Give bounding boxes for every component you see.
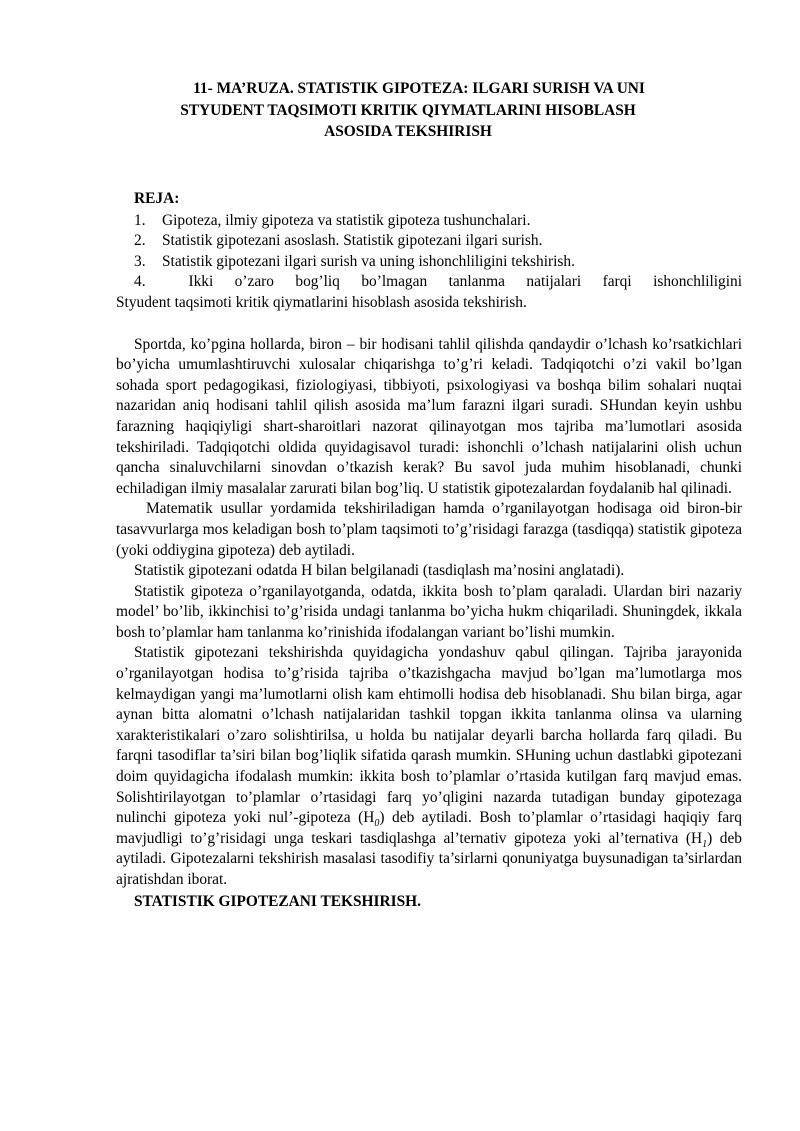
plan-item-number: 3. — [134, 252, 146, 270]
plan-list — [116, 211, 742, 314]
plan-item-text: Statistik gipotezani ilgari surish va uning ishonchliligini tekshirish. — [162, 252, 575, 270]
subscript: 1 — [702, 838, 708, 850]
paragraph-text: ) deb aytiladi. Gipotezalarni tekshirish masalasi tasodifiy ta’sirlarni qonuniyatga buysunadigan ta’sirlardan ajratishdan iborat. — [116, 829, 742, 888]
title-line-1: 11- MA’RUZA. STATISTIK GIPOTEZA: ILGARI SURISH VA UNI — [193, 80, 645, 97]
plan-item-number: 4. — [134, 273, 146, 291]
page-title — [110, 78, 706, 143]
plan-item-text: Gipoteza, ilmiy gipoteza va statistik gipoteza tushunchalari. — [162, 211, 531, 229]
paragraph: Matematik usullar yordamida tekshiriladigan hamda o’rganilayotgan hodisaga oid biron-bir tasavvurlarga mos keladigan bosh to’plam taqsimoti to’g’risidagi farazga (tasdiqqa) statistik gipoteza (yoki oddiygina gipoteza) deb aytiladi. — [116, 500, 742, 559]
plan-item-text: Ikki o’zaro bog’liq bo’lmagan tanlanma natijalari farqi ishonchliligini — [188, 273, 742, 291]
plan-item-number: 2. — [134, 232, 146, 250]
plan-item-text: Statistik gipotezani asoslash. Statistik gipotezani ilgari surish. — [162, 232, 543, 250]
plan-heading: REJA: — [134, 190, 180, 207]
paragraph — [116, 643, 742, 890]
plan-item — [116, 252, 742, 273]
paragraph: Statistik gipoteza o’rganilayotganda, odatda, ikkita bosh to’plam qaraladi. Ulardan biri nazariy model’ bo’lib, ikkinchisi to’g’risida undagi tanlanma bo’yicha hukm chiqariladi. Shuningdek, ikkala bosh to’plamlar ham tanlanma ko’rinishida ifodalangan variant bo’lishi mumkin. — [116, 582, 742, 641]
section-heading: STATISTIK GIPOTEZANI TEKSHIRISH. — [134, 892, 421, 910]
plan-item — [116, 211, 742, 232]
plan-item-text-continued: Styudent taqsimoti kritik qiymatlarini hisoblash asosida tekshirish. — [116, 293, 527, 311]
plan-item — [116, 272, 742, 313]
title-line-3: ASOSIDA TEKSHIRISH — [324, 123, 492, 140]
plan-item-line — [116, 272, 742, 293]
subscript: 0 — [374, 818, 380, 830]
paragraph: Sportda, ko’pgina hollarda, biron – bir hodisani tahlil qilishda qandaydir o’lchash ko’rsatkichlari bo’yicha umumlashtiruvchi xulosalar chiqarishga to’g’ri keladi. Tadqiqotchi o’zi vakil bo’lgan sohada sport pedagogikasi, fiziologiyasi, tibbiyoti, psixologiyasi va boshqa bilim sohalari nuqtai nazaridan aniq hodisani tahlil qilish asosida ma’lum farazni ilgari suradi. SHundan keyin ushbu farazning haqiqiyligi shart-sharoitlari nazorat qilinayotgan mos tajriba ma’lumotlari asosida tekshiriladi. Tadqiqotchi oldida quyidagisavol turadi: ishonchli o’lchash natijalarini olish uchun qancha sinaluvchilarni sinovdan o’tkazish kerak? Bu savol juda muhim hisoblanadi, chunki echiladigan ilmiy masalalar zarurati bilan bog’liq. U statistik gipotezalardan foydalanib hal qilinadi. — [116, 335, 742, 497]
paragraph-text: ) deb aytiladi. Bosh to’plamlar o’rtasidagi haqiqiy farq mavjudligi to’g’risidagi unga teskari tasdiqlashga al’ternativ gipoteza yoki al’ternativa (H — [116, 809, 742, 847]
paragraph-text: Statistik gipotezani tekshirishda quyidagicha yondashuv qabul qilingan. Tajriba jarayonida o’rganilayotgan hodisa to’g’risida tajriba o’tkazishgacha mavjud bo’lgan ma’lumotlarga mos kelmaydigan yangi ma’lumotlarni olish kam ehtimolli hodisa deb hisoblanadi. Shu bilan birga, agar aynan bitta alomatni o’lchash natijalaridan tashkil topgan ikkita tanlanma olinsa va ularning xarakteristikalari o’zaro solishtirilsa, u holda bu natijalar deyarli barcha hollarda farq qiladi. Bu farqni tasodiflar ta’siri bilan bog’liqlik sifatida qarash mumkin. SHuning uchun dastlabki gipotezani doim quyidagicha ifodalash mumkin: ikkita bosh to’plamlar o’rtasida kutilgan farq mavjud emas. Solishtirilayotgan to’plamlar o’rtasidagi farq yo’qligini nazarda tutadigan bunday gipotezaga nulinchi gipoteza yoki nul’-gipoteza (H — [116, 644, 742, 827]
plan-item — [116, 231, 742, 252]
title-line-2: STYUDENT TAQSIMOTI KRITIK QIYMATLARINI HISOBLASH — [180, 101, 636, 119]
document-body — [116, 189, 742, 912]
plan-item-number: 1. — [134, 211, 146, 229]
paragraph: Statistik gipotezani odatda H bilan belgilanadi (tasdiqlash ma’nosini anglatadi). — [134, 562, 625, 580]
